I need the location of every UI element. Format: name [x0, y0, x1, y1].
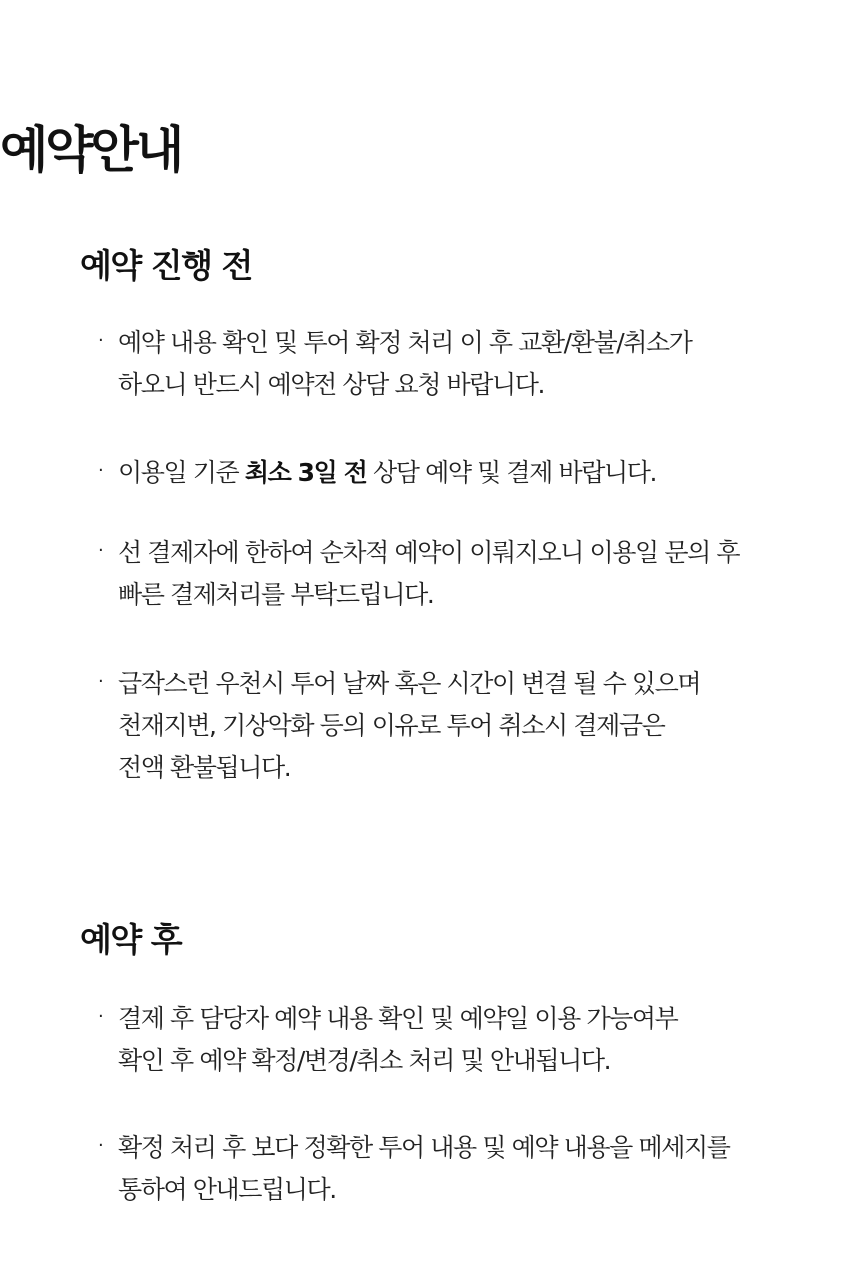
- list-item-line: 천재지변, 기상악화 등의 이유로 투어 취소시 결제금은: [118, 711, 665, 740]
- section-before-reservation: [80, 244, 850, 782]
- bullet-marker: ·: [98, 540, 104, 561]
- bullet-marker: ·: [98, 330, 104, 351]
- list-item: [80, 532, 850, 616]
- page-title: 예약안내: [0, 121, 182, 179]
- emphasis-text: 최소 3일 전: [244, 458, 367, 487]
- bullet-marker: ·: [98, 671, 104, 692]
- section-after-reservation: [80, 918, 850, 1204]
- list-item-line: 예약 내용 확인 및 투어 확정 처리 이 후 교환/환불/취소가: [118, 328, 692, 357]
- list-item-line: 전액 환불됩니다.: [118, 753, 291, 782]
- list-item-line: 확정 처리 후 보다 정확한 투어 내용 및 예약 내용을 메세지를: [118, 1133, 730, 1162]
- list-item-text: 상담 예약 및 결제 바랍니다.: [366, 458, 657, 487]
- list-item-line: 확인 후 예약 확정/변경/취소 처리 및 안내됩니다.: [118, 1046, 611, 1075]
- list-item-line: 선 결제자에 한하여 순차적 예약이 이뤄지오니 이용일 문의 후: [118, 538, 740, 567]
- list-item: [80, 452, 850, 494]
- list-item: [80, 998, 850, 1082]
- list-item-line: 결제 후 담당자 예약 내용 확인 및 예약일 이용 가능여부: [118, 1004, 678, 1033]
- list-item-line: [80, 452, 850, 494]
- section-heading-after-reservation: 예약 후: [80, 920, 182, 959]
- bullet-marker: ·: [98, 460, 104, 481]
- list-item-text: 이용일 기준: [118, 458, 245, 487]
- list-item: [80, 322, 850, 406]
- bullet-marker: ·: [98, 1006, 104, 1027]
- list-item: [80, 1127, 850, 1211]
- list-item: [80, 663, 850, 789]
- list-item-line: 하오니 반드시 예약전 상담 요청 바랍니다.: [118, 370, 545, 399]
- list-item-line: 빠른 결제처리를 부탁드립니다.: [118, 580, 434, 609]
- list-item-line: 통하여 안내드립니다.: [118, 1175, 336, 1204]
- bullet-marker: ·: [98, 1135, 104, 1156]
- section-heading-before-reservation: 예약 진행 전: [80, 246, 252, 285]
- list-item-line: 급작스런 우천시 투어 날짜 혹은 시간이 변결 될 수 있으며: [118, 669, 701, 698]
